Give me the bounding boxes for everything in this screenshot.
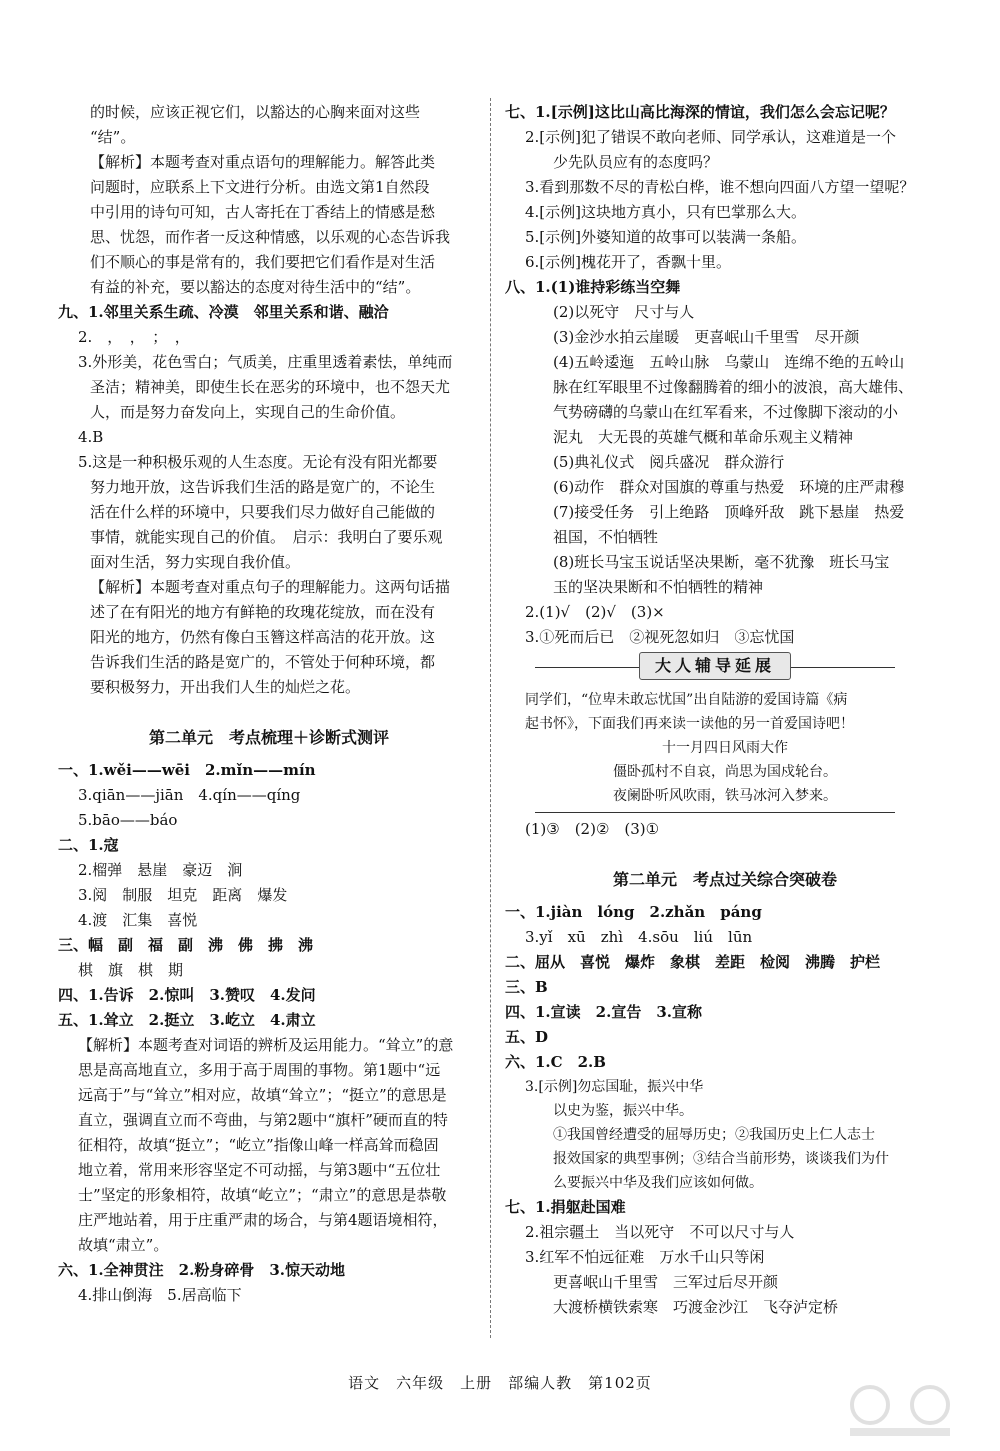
answer-line: 一、1.wěi——wēi 2.mǐn——mín	[58, 761, 316, 779]
answer-line: 远高于”与“耸立”相对应，故填“耸立”；“挺立”的意思是	[78, 1086, 447, 1104]
answer-line: (8)班长马宝玉说话坚决果断，毫不犹豫 班长马宝	[553, 553, 890, 571]
answer-line: (2)以死守 尺寸与人	[553, 303, 695, 321]
note-line: 3.[示例]勿忘国耻，振兴中华	[525, 1079, 704, 1095]
answer-line: 四、1.宣读 2.宣告 3.宣称	[505, 1003, 702, 1021]
answer-line: 2.榴弹 悬崖 豪迈 涧	[78, 861, 243, 879]
answer-line: 更喜岷山千里雪 三军过后尽开颜	[553, 1273, 779, 1291]
answer-line: (6)动作 群众对国旗的尊重与热爱 环境的庄严肃穆	[553, 478, 905, 496]
right-column	[505, 100, 945, 1320]
answer-line: 三、B	[505, 978, 548, 996]
answer-line: 3.外形美，花色雪白；气质美，庄重里透着素怯，单纯而	[78, 353, 453, 371]
answer-line: 努力地开放，这告诉我们生活的路是宽广的，不论生	[90, 478, 436, 496]
answer-line: 的时候，应该正视它们，以豁达的心胸来面对这些	[90, 103, 421, 121]
answer-line: 大渡桥横铁索寒 巧渡金沙江 飞夺泸定桥	[553, 1298, 839, 1316]
answer-line: 庄严地站着，用于庄重严肃的场合，与第4题语境相符，	[78, 1211, 448, 1229]
answer-line: 棋 旗 棋 期	[78, 961, 184, 979]
answer-line: 九、1.邻里关系生疏、冷漠 邻里关系和谐、融洽	[58, 303, 389, 321]
section-heading: 第二单元 考点梳理＋诊断式测评	[148, 728, 389, 747]
answer-line: 4.排山倒海 5.居高临下	[78, 1286, 242, 1304]
answer-line: 四、1.告诉 2.惊叫 3.赞叹 4.发问	[58, 986, 316, 1004]
answer-line: 泥丸 大无畏的英雄气概和革命乐观主义精神	[553, 428, 854, 446]
note-line: 夜阑卧听风吹雨，铁马冰河入梦来。	[613, 788, 837, 804]
answer-line: 2. ， ， ； ，	[78, 328, 190, 346]
answer-line: 直立，强调直立而不弯曲，与第2题中“旗杆”硬而直的特	[78, 1111, 448, 1129]
answer-line: 事情，就能实现自己的价值。 启示：我明白了要乐观	[90, 528, 443, 546]
answer-line: 七、1.捐躯赴国难	[505, 1198, 626, 1216]
answer-line: 中引用的诗句可知，古人寄托在丁香结上的情感是愁	[90, 203, 436, 221]
answer-line: 4.渡 汇集 喜悦	[78, 911, 198, 929]
answer-line: 5.[示例]外婆知道的故事可以装满一条船。	[525, 228, 807, 246]
answer-line: 2.(1)√ (2)√ (3)×	[525, 603, 665, 621]
answer-line: 征相符，故填“挺立”；“屹立”指像山峰一样高耸而稳固	[78, 1136, 439, 1154]
section-heading: 第二单元 考点过关综合突破卷	[612, 870, 837, 889]
answer-line: 们不顺心的事是常有的，我们要把它们看作是对生活	[90, 253, 436, 271]
answer-line: 3.qiān——jiān 4.qín——qíng	[78, 786, 301, 804]
answer-line: (7)接受任务 引上绝路 顶峰歼敌 跳下悬崖 热爱	[553, 503, 905, 521]
answer-line: 故填“肃立”。	[78, 1236, 169, 1254]
answer-line: (3)金沙水拍云崖暖 更喜岷山千里雪 尽开颜	[553, 328, 860, 346]
note-line: 报效国家的典型事例；③结合当前形势，谈谈我们为什	[553, 1151, 889, 1167]
answer-line: 有益的补充，要以豁达的态度对待生活中的“结”。	[90, 278, 421, 296]
answer-line: 【解析】本题考查对重点语句的理解能力。解答此类	[90, 153, 436, 171]
answer-line: 思、忧怨，而作者一反这种情感，以乐观的心态告诉我	[90, 228, 451, 246]
answer-line: 八、1.(1)谁持彩练当空舞	[505, 278, 681, 296]
answer-line: 地立着，常用来形容坚定不可动摇，与第3题中“五位壮	[78, 1161, 441, 1179]
note-line: ①我国曾经遭受的屈辱历史；②我国历史上仁人志士	[553, 1127, 875, 1143]
answer-line: 5.这是一种积极乐观的人生态度。无论有没有阳光都要	[78, 453, 438, 471]
answer-line: 五、1.耸立 2.挺立 3.屹立 4.肃立	[58, 1011, 316, 1029]
note-line: 同学们，“位卑未敢忘忧国”出自陆游的爱国诗篇《病	[525, 692, 848, 708]
box-divider	[535, 812, 895, 813]
watermark-logo	[840, 1380, 960, 1440]
answer-line: 二、屈从 喜悦 爆炸 象棋 差距 检阅 沸腾 护栏	[505, 953, 881, 971]
answer-line: 三、幅 副 福 副 沸 佛 拂 沸	[58, 936, 314, 954]
left-column	[58, 100, 480, 1308]
answer-line: 阳光的地方，仍然有像白玉簪这样高洁的花开放。这	[90, 628, 436, 646]
tutoring-banner	[535, 652, 895, 684]
answer-line: 气势磅礴的乌蒙山在红军看来，不过像脚下滚动的小	[553, 403, 899, 421]
answer-line: 告诉我们生活的路是宽广的，不管处于何种环境，都	[90, 653, 436, 671]
answer-line: 4.[示例]这块地方真小，只有巴掌那么大。	[525, 203, 807, 221]
answer-line: 2.祖宗疆土 当以死守 不可以尺寸与人	[525, 1223, 795, 1241]
note-line: 十一月四日风雨大作	[662, 740, 788, 756]
answer-line: 六、1.C 2.B	[505, 1053, 606, 1071]
answer-line: 3.yǐ xū zhì 4.sōu liú lūn	[525, 928, 753, 946]
answer-line: 脉在红军眼里不过像翻腾着的细小的波浪，高大雄伟、	[553, 378, 914, 396]
note-line: 起书怀》，下面我们再来读一读他的另一首爱国诗吧！	[525, 716, 854, 732]
answer-line: 4.B	[78, 428, 104, 446]
answer-line: 思是高高地直立，多用于高于周围的事物。第1题中“远	[78, 1061, 441, 1079]
answer-line: 七、1.[示例]这比山高比海深的情谊，我们怎么会忘记呢？	[505, 103, 895, 121]
note-line: 以史为鉴，振兴中华。	[553, 1103, 693, 1119]
answer-line: 人，而是努力奋发向上，实现自己的生命价值。	[90, 403, 406, 421]
answer-line: 士”坚定的形象相符，故填“屹立”；“肃立”的意思是恭敬	[78, 1186, 447, 1204]
answer-line: 【解析】本题考查对词语的辨析及运用能力。“耸立”的意	[78, 1036, 454, 1054]
answer-line: 圣洁；精神美，即使生长在恶劣的环境中，也不怨天尤	[90, 378, 451, 396]
answer-line: 活在什么样的环境中，只要我们尽力做好自己能做的	[90, 503, 436, 521]
answer-line: 二、1.寇	[58, 836, 119, 854]
column-divider	[490, 98, 491, 1338]
note-line: 么要振兴中华及我们应该如何做。	[553, 1175, 763, 1191]
answer-line: 问题时，应联系上下文进行分析。由选文第1自然段	[90, 178, 430, 196]
answer-line: 3.看到那数不尽的青松白桦，谁不想向四面八方望一望呢？	[525, 178, 915, 196]
banner-title: 大人辅导延展	[639, 652, 791, 680]
answer-line: 【解析】本题考查对重点句子的理解能力。这两句话描	[90, 578, 451, 596]
note-line: 僵卧孤村不自哀，尚思为国戍轮台。	[613, 764, 837, 780]
answer-line: (1)③ (2)② (3)①	[525, 820, 660, 838]
answer-line: 3.①死而后已 ②视死忽如归 ③忘忧国	[525, 628, 795, 646]
answer-line: 述了在有阳光的地方有鲜艳的玫瑰花绽放，而在没有	[90, 603, 436, 621]
answer-line: 祖国，不怕牺牲	[553, 528, 659, 546]
answer-line: (5)典礼仪式 阅兵盛况 群众游行	[553, 453, 785, 471]
answer-line: 2.[示例]犯了错误不敢向老师、同学承认，这难道是一个	[525, 128, 897, 146]
answer-line: (4)五岭逶迤 五岭山脉 乌蒙山 连绵不绝的五岭山	[553, 353, 905, 371]
answer-line: 要积极努力，开出我们人生的灿烂之花。	[90, 678, 361, 696]
answer-line: 3.红军不怕远征难 万水千山只等闲	[525, 1248, 765, 1266]
answer-line: 6.[示例]槐花开了，香飘十里。	[525, 253, 732, 271]
answer-line: 少先队员应有的态度吗？	[553, 153, 719, 171]
answer-line: 玉的坚决果断和不怕牺牲的精神	[553, 578, 764, 596]
answer-line: 3.阅 制服 坦克 距离 爆发	[78, 886, 288, 904]
page-footer: 语文 六年级 上册 部编人教 第102页	[348, 1374, 652, 1392]
answer-line: 五、D	[505, 1028, 549, 1046]
answer-line: 一、1.jiàn lóng 2.zhǎn páng	[505, 903, 762, 921]
answer-line: 5.bāo——báo	[78, 811, 178, 829]
answer-line: “结”。	[90, 128, 136, 146]
answer-line: 六、1.全神贯注 2.粉身碎骨 3.惊天动地	[58, 1261, 345, 1279]
answer-line: 面对生活，努力实现自我价值。	[90, 553, 301, 571]
